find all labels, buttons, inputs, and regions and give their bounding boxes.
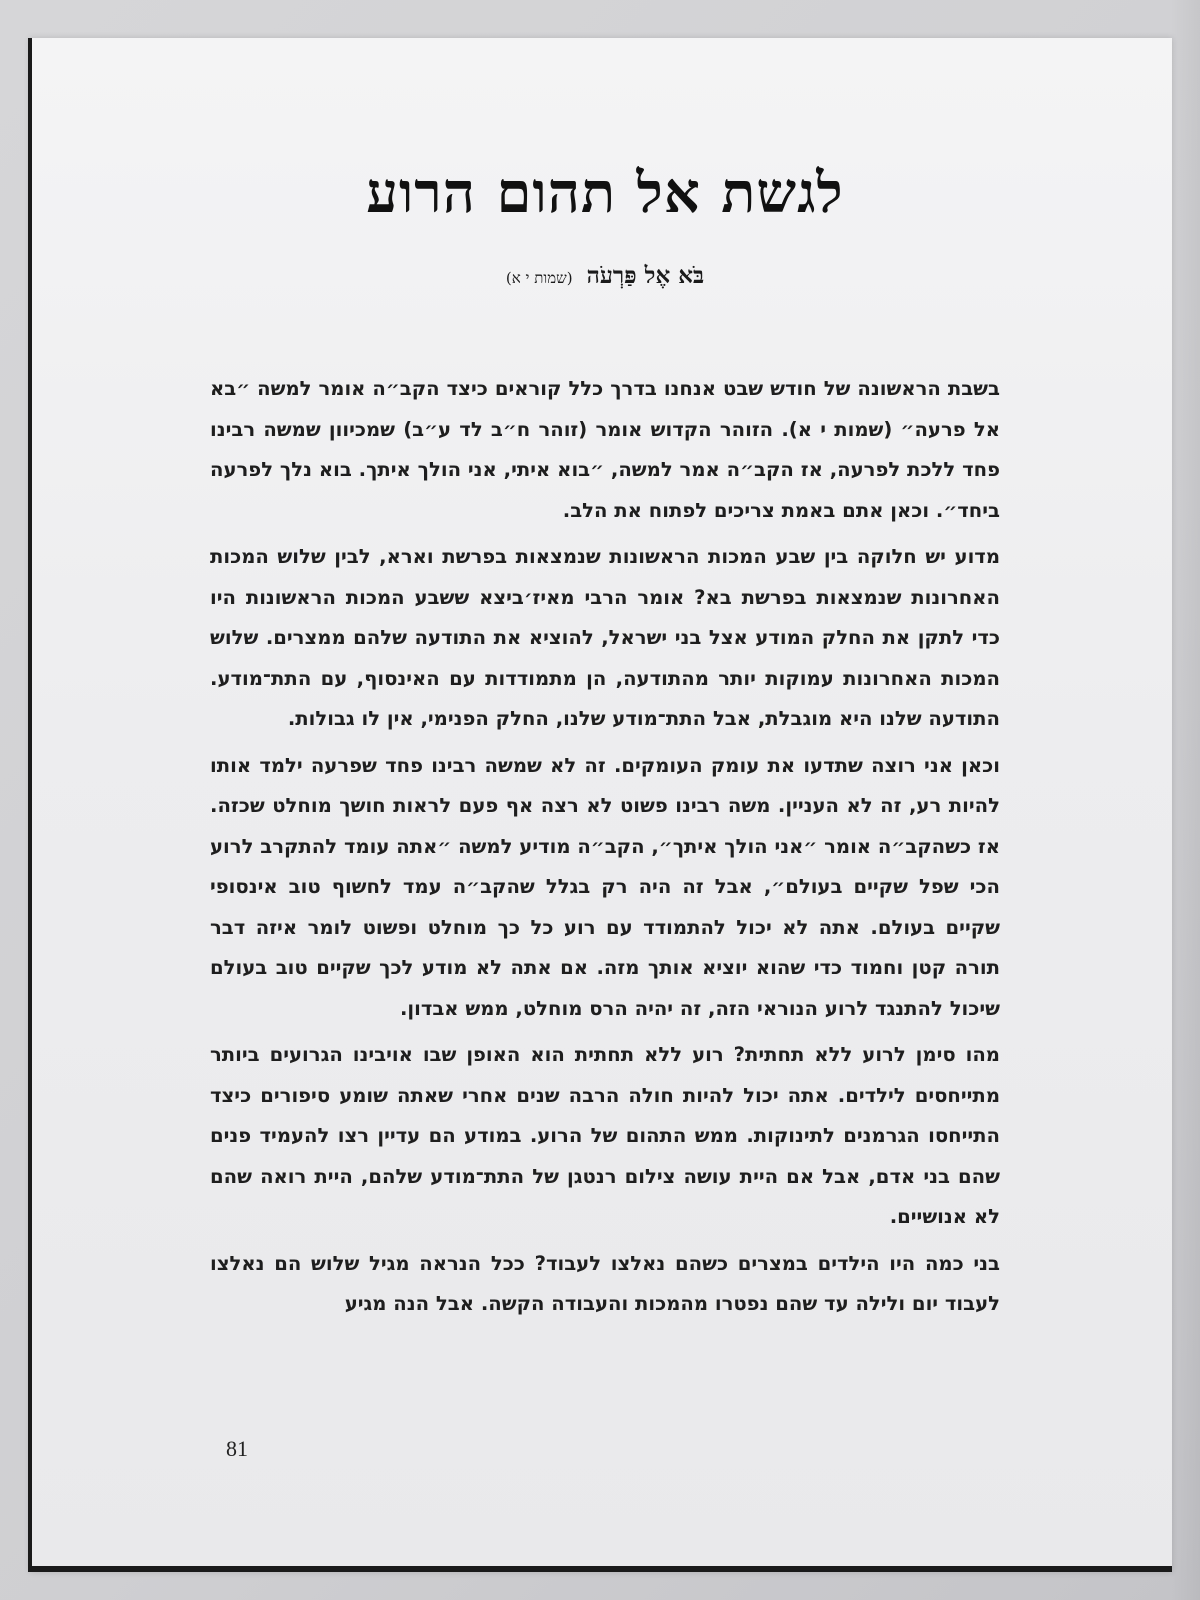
paragraph: בני כמה היו הילדים במצרים כשהם נאלצו לעבוד? ככל הנראה מגיל שלוש הם נאלצו לעבוד יום ולילה עד שהם נפטרו מהמכות והעבודה הקשה. אבל הנה מגיע: [210, 1251, 1000, 1315]
paragraph: בשבת הראשונה של חודש שבט אנחנו בדרך כלל קוראים כיצד הקב״ה אומר למשה ״בא אל פרעה״ (שמות י א). הזוהר הקדוש אומר (זוהר ח״ב לד ע״ב) שמכיוון שמשה רבינו פחד ללכת לפרעה, אז הקב״ה אמר למשה, ״בוא איתי, אני הולך איתך. בוא נלך לפרעה ביחד״. וכאן אתם באמת צריכים לפתוח את הלב.: [210, 377, 1000, 522]
page-edge-bottom: [28, 1566, 1172, 1572]
chapter-title: לגשת אל תהום הרוע: [366, 160, 844, 226]
paragraph: מדוע יש חלוקה בין שבע המכות הראשונות שנמצאות בפרשת וארא, לבין שלוש המכות האחרונות שנמצאות בפרשת בא? אומר הרבי מאיז׳ביצא ששבע המכות הראשונות היו כדי לתקן את החלק המודע אצל בני ישראל, להוציא את התודעה שלהם ממצרים. שלוש המכות האחרונות עמוקות יותר מהתודעה, הן מתמודדות עם האינסוף, עם התת־מודע. התודעה שלנו היא מוגבלת, אבל התת־מודע שלנו, החלק הפנימי, אין לו גבולות.: [210, 545, 1000, 730]
subtitle-verse: בֹּא אֶל פַּרְעֹה: [586, 262, 705, 289]
paragraph: מהו סימן לרוע ללא תחתית? רוע ללא תחתית הוא האופן שבו אויבינו הגרועים ביותר מתייחסים לילדים. אתה יכול להיות חולה הרבה שנים אחרי שאתה שומע סיפורים כיצד התייחסו הגרמנים לתינוקות. ממש התהום של הרוע. במודע הם עדיין רצו להעמיד פנים שהם בני אדם, אבל אם היית עושה צילום רנטגן של התת־מודע שלהם, היית רואה שהם לא אנושיים.: [210, 1043, 1000, 1228]
page-content: [210, 160, 1000, 1331]
chapter-subtitle: [210, 262, 1000, 289]
subtitle-source: (שמות י א): [505, 269, 573, 287]
page-shadow: [1170, 0, 1200, 1600]
page-edge-left: [28, 38, 32, 1572]
paragraph: וכאן אני רוצה שתדעו את עומק העומקים. זה לא שמשה רבינו פחד שפרעה ילמד אותו להיות רע, זה לא העניין. משה רבינו פשוט לא רצה אף פעם לראות חושך מוחלט שכזה. אז כשהקב״ה אומר ״אני הולך איתך״, הקב״ה מודיע למשה ״אתה עומד להתקרב לרוע הכי שפל שקיים בעולם״, אבל זה היה רק בגלל שהקב״ה עמד לחשוף טוב אינסופי שקיים בעולם. אתה לא יכול להתמודד עם רוע כל כך מוחלט ופשוט לומר איזה דבר תורה קטן וחמוד כדי שהוא יוציא אותך מזה. אם אתה לא מודע לכך שקיים טוב בעולם שיכול להתנגד לרוע הנוראי הזה, זה יהיה הרס מוחלט, ממש אבדון.: [210, 753, 1000, 1020]
page-number: 81: [226, 1436, 248, 1461]
